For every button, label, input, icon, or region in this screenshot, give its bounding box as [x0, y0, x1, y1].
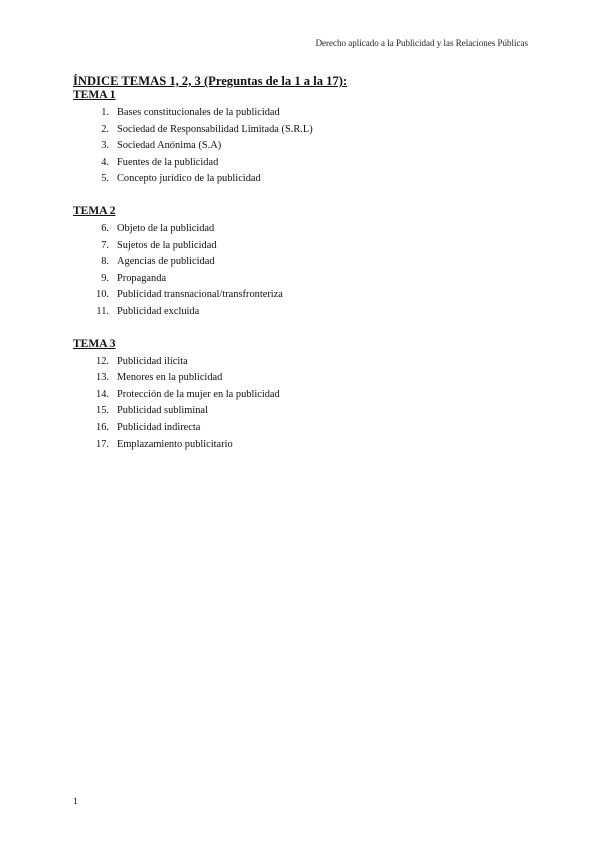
- list-item: [73, 122, 533, 139]
- item-text: Propaganda: [117, 272, 167, 284]
- section-heading: TEMA 2: [73, 204, 116, 217]
- topic-list: [73, 105, 533, 188]
- item-text: Agencias de publicidad: [117, 256, 215, 268]
- list-item: [73, 171, 533, 188]
- item-number: 9.: [101, 272, 109, 284]
- item-number: 10.: [96, 289, 109, 301]
- list-item: [73, 254, 533, 271]
- topic-list: [73, 354, 533, 454]
- item-text: Emplazamiento publicitario: [117, 438, 233, 450]
- item-number: 2.: [101, 123, 109, 135]
- section-tema-2: [73, 205, 533, 321]
- item-text: Menores en la publicidad: [117, 372, 223, 384]
- item-number: 11.: [96, 305, 109, 317]
- list-item: [73, 420, 533, 437]
- item-text: Sociedad de Responsabilidad Limitada (S.R.L): [117, 123, 313, 135]
- item-number: 8.: [101, 256, 109, 268]
- item-text: Sujetos de la publicidad: [117, 239, 217, 251]
- list-item: [73, 354, 533, 371]
- item-number: 3.: [101, 140, 109, 152]
- list-item: [73, 138, 533, 155]
- index-content: [73, 74, 533, 453]
- item-text: Fuentes de la publicidad: [117, 156, 219, 168]
- item-text: Publicidad ilícita: [117, 355, 188, 367]
- section-tema-3: [73, 338, 533, 454]
- item-number: 1.: [101, 107, 109, 118]
- list-item: [73, 304, 533, 321]
- item-number: 15.: [96, 405, 109, 417]
- item-text: Objeto de la publicidad: [117, 222, 215, 234]
- item-text: Protección de la mujer en la publicidad: [117, 388, 280, 400]
- item-number: 4.: [101, 156, 109, 168]
- index-sections: [73, 89, 533, 453]
- item-text: Publicidad transnacional/transfronteriza: [117, 289, 283, 301]
- item-text: Publicidad excluida: [117, 305, 200, 317]
- page-number: 1: [73, 797, 78, 807]
- list-item: [73, 105, 533, 122]
- item-text: Sociedad Anónima (S.A): [117, 140, 222, 152]
- section-heading: TEMA 1: [73, 89, 116, 101]
- section-tema-1: [73, 89, 533, 188]
- list-item: [73, 155, 533, 172]
- item-number: 17.: [96, 438, 109, 450]
- list-item: [73, 437, 533, 454]
- item-number: 14.: [96, 388, 109, 400]
- item-number: 16.: [96, 421, 109, 433]
- list-item: [73, 221, 533, 238]
- item-number: 12.: [96, 355, 109, 367]
- list-item: [73, 370, 533, 387]
- topic-list: [73, 221, 533, 321]
- list-item: [73, 238, 533, 255]
- running-header: Derecho aplicado a la Publicidad y las Relaciones Públicas: [315, 38, 528, 48]
- item-number: 6.: [101, 222, 109, 234]
- item-number: 5.: [101, 173, 109, 185]
- list-item: [73, 271, 533, 288]
- list-item: [73, 387, 533, 404]
- item-text: Publicidad indirecta: [117, 421, 201, 433]
- index-title: ÍNDICE TEMAS 1, 2, 3 (Preguntas de la 1 a la 17):: [73, 74, 348, 88]
- list-item: [73, 287, 533, 304]
- section-heading: TEMA 3: [73, 337, 116, 350]
- list-item: [73, 403, 533, 420]
- item-number: 13.: [96, 372, 109, 384]
- item-text: Publicidad subliminal: [117, 405, 208, 417]
- item-number: 7.: [101, 239, 109, 251]
- item-text: Concepto jurídico de la publicidad: [117, 173, 261, 185]
- item-text: Bases constitucionales de la publicidad: [117, 107, 280, 118]
